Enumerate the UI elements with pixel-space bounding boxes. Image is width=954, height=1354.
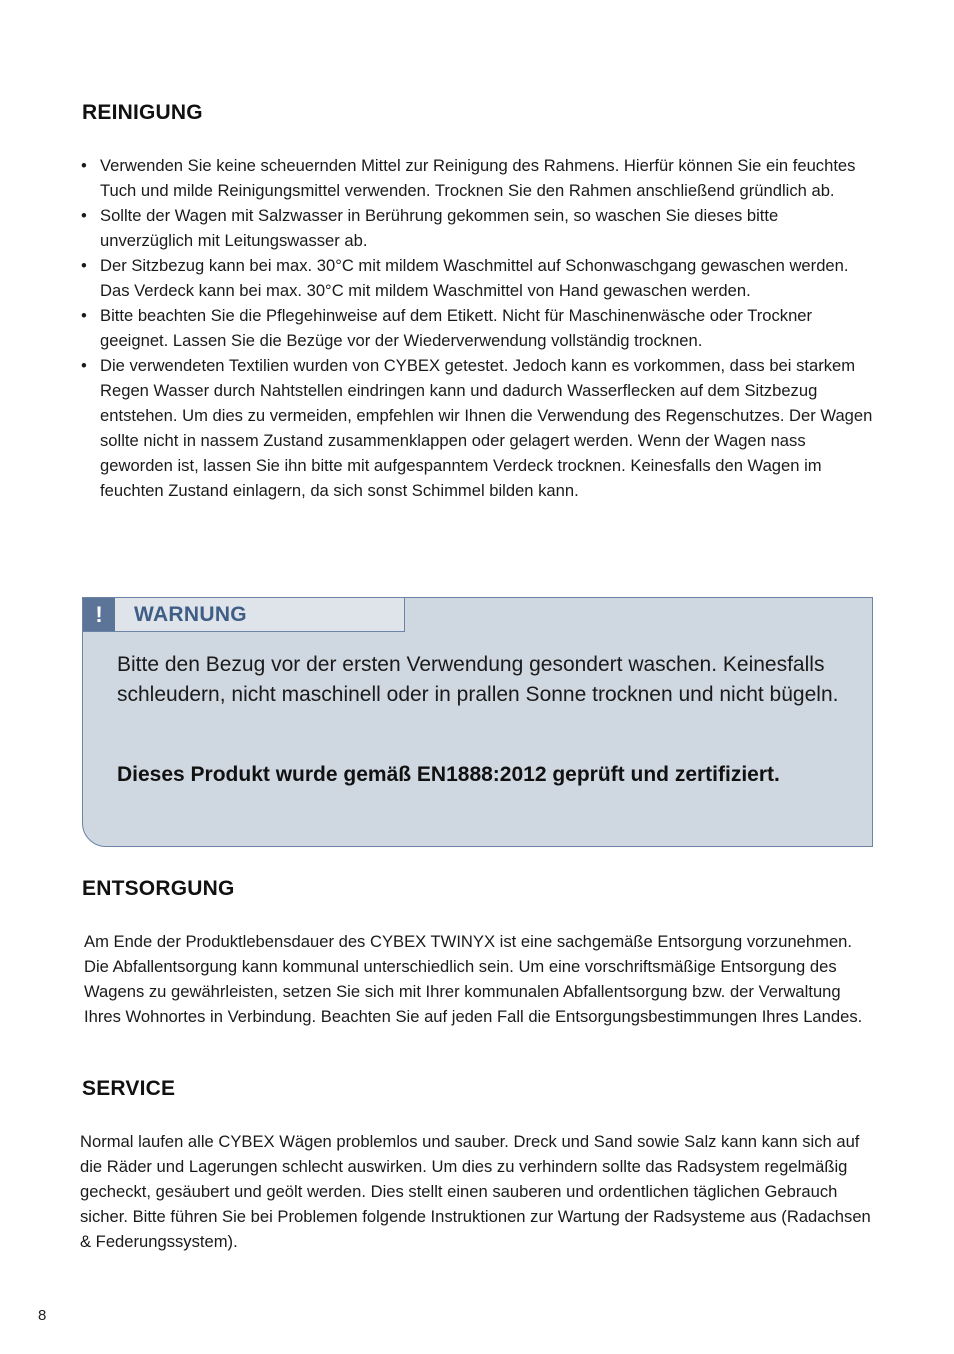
exclamation-icon: ! xyxy=(83,598,115,631)
warning-box xyxy=(82,597,873,847)
warning-header xyxy=(82,597,405,632)
service-text: Normal laufen alle CYBEX Wägen problemlos und sauber. Dreck und Sand sowie Salz kann kann sich auf die Räder und Lagerungen schlecht auswirken. Um dies zu verhindern sollte das Radsystem regelmäßig gecheckt, gesäubert und geölt werden. Dies stellt einen sauberen und ordentlichen täglichen Gebrauch sicher. Bitte führen Sie bei Problemen folgende Instruktionen zur Wartung der Radsysteme aus (Radachsen & Federungssystem). xyxy=(80,1132,871,1251)
service-heading: SERVICE xyxy=(82,1077,176,1100)
list-item: • Die verwendeten Textilien wurden von CYBEX getestet. Jedoch kann es vorkommen, dass bei starkem Regen Wasser durch Nahtstellen eindringen kann und dadurch Wasserflecken auf dem Sitzbezug entstehen. Um dies zu vermeiden, empfehlen wir Ihnen die Verwendung des Regenschutzes. Der Wagen sollte nicht in nassem Zustand zusammenklappen oder gelagert werden. Wenn der Wagen nass geworden ist, lassen Sie ihn bitte mit aufgespanntem Verdeck trocknen. Keinesfalls den Wagen im feuchten Zustand einlagern, da sich sonst Schimmel bilden kann. xyxy=(80,353,875,503)
list-item: • Bitte beachten Sie die Pflegehinweise auf dem Etikett. Nicht für Maschinenwäsche oder Trockner geeignet. Lassen Sie die Bezüge vor der Wiederverwendung vollständig trocknen. xyxy=(80,303,875,353)
warning-title: WARNUNG xyxy=(134,602,247,626)
cleaning-heading: REINIGUNG xyxy=(82,101,203,124)
list-item: • Der Sitzbezug kann bei max. 30°C mit mildem Waschmittel auf Schonwaschgang gewaschen werden. Das Verdeck kann bei max. 30°C mit mildem Waschmittel von Hand gewaschen werden. xyxy=(80,253,875,303)
warning-text: Bitte den Bezug vor der ersten Verwendung gesondert waschen. Keinesfalls schleudern, nicht maschinell oder in prallen Sonne trocknen und nicht bügeln. xyxy=(117,653,839,706)
page-number: 8 xyxy=(38,1307,47,1324)
disposal-heading: ENTSORGUNG xyxy=(82,877,235,900)
certification-text: Dieses Produkt wurde gemäß EN1888:2012 geprüft und zertifiziert. xyxy=(117,763,780,786)
list-item: • Sollte der Wagen mit Salzwasser in Berührung gekommen sein, so waschen Sie dieses bitte unverzüglich mit Leitungswasser ab. xyxy=(80,203,875,253)
list-item: • Verwenden Sie keine scheuernden Mittel zur Reinigung des Rahmens. Hierfür können Sie ein feuchtes Tuch und milde Reinigungsmittel verwenden. Trocknen Sie den Rahmen anschließend gründlich ab. xyxy=(80,153,875,203)
cleaning-list xyxy=(80,153,875,503)
disposal-text: Am Ende der Produktlebensdauer des CYBEX TWINYX ist eine sachgemäße Entsorgung vorzunehmen. Die Abfallentsorgung kann kommunal unterschiedlich sein. Um eine vorschriftsmäßige Entsorgung des Wagens zu gewährleisten, setzen Sie sich mit Ihrer kommunalen Abfallentsorgung bzw. der Verwaltung Ihres Wohnortes in Verbindung. Beachten Sie auf jeden Fall die Entsorgungsbestimmungen Ihres Landes. xyxy=(84,932,863,1026)
